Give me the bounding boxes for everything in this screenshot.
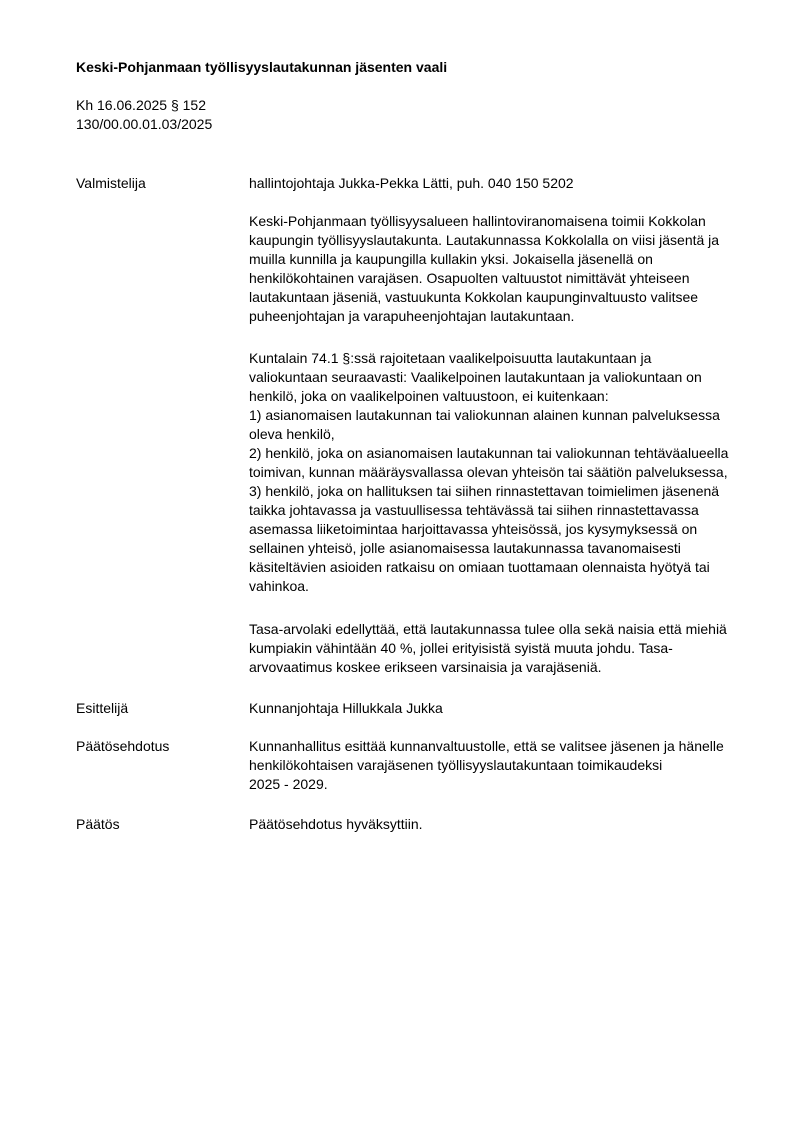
text-line: asemassa liiketoimintaa harjoittavassa yhteisössä, jos kysymyksessä on: [249, 521, 698, 537]
presenter-line: Kunnanjohtaja Hillukkala Jukka: [249, 700, 443, 716]
preparer-line: hallintojohtaja Jukka-Pekka Lätti, puh. 040 150 5202: [249, 175, 574, 191]
valmistelija-label: Valmistelija: [76, 175, 146, 191]
text-line: 3) henkilö, joka on hallituksen tai siihen rinnastettavan toimielimen jäsenenä: [249, 483, 720, 499]
record-number: 130/00.00.01.03/2025: [76, 116, 213, 132]
text-line: Keski-Pohjanmaan työllisyysalueen hallintoviranomaisena toimii Kokkolan: [249, 213, 706, 229]
text-line: taikka johtavassa ja vastuullisessa tehtävässä tai siihen rinnastettavassa: [249, 502, 699, 518]
decision-line: Päätösehdotus hyväksyttiin.: [249, 816, 423, 832]
paragraph-equality: [249, 620, 769, 677]
document-title: Keski-Pohjanmaan työllisyyslautakunnan jäsenten vaali: [76, 59, 448, 75]
text-line: lautakuntaan jäseniä, vastuukunta Kokkolan kaupunginvaltuusto valitsee: [249, 289, 699, 305]
esittelija-label: Esittelijä: [76, 700, 129, 716]
text-line: vahinkoa.: [249, 578, 309, 594]
paragraph-administration: [249, 212, 769, 326]
presenter-text: [249, 699, 769, 718]
text-line: henkilökohtainen varajäsen. Osapuolten valtuustot nimittävät yhteiseen: [249, 270, 690, 286]
text-line: henkilökohtaisen varajäsenen työllisyyslautakuntaan toimikaudeksi: [249, 757, 663, 773]
text-line: sellainen yhteisö, jolle asianomaisessa lautakunnassa tavanomaisesti: [249, 540, 681, 556]
paatos-label: Päätös: [76, 816, 120, 832]
paragraph-eligibility: [249, 349, 769, 596]
proposal-text: [249, 737, 769, 794]
preparer-text: [249, 174, 769, 193]
text-line: henkilö, joka on vaalikelpoinen valtuustoon, ei kuitenkaan:: [249, 388, 609, 404]
text-line: Kunnanhallitus esittää kunnanvaltuustolle, että se valitsee jäsenen ja hänelle: [249, 738, 724, 754]
text-line: puheenjohtajan ja varapuheenjohtajan lautakuntaan.: [249, 308, 575, 324]
text-line: valiokuntaan seuraavasti: Vaalikelpoinen lautakuntaan ja valiokuntaan on: [249, 369, 702, 385]
text-line: Kuntalain 74.1 §:ssä rajoitetaan vaalikelpoisuutta lautakuntaan ja: [249, 350, 652, 366]
meeting-reference: Kh 16.06.2025 § 152: [76, 97, 207, 113]
text-line: arvovaatimus koskee erikseen varsinaisia ja varajäseniä.: [249, 659, 602, 675]
text-line: kumpiakin vähintään 40 %, jollei erityisistä syistä muuta johdu. Tasa-: [249, 640, 673, 656]
text-line: käsiteltävien asioiden ratkaisu on omiaan tuottamaan olennaista hyötyä tai: [249, 559, 710, 575]
text-line: 1) asianomaisen lautakunnan tai valiokunnan alainen kunnan palveluksessa: [249, 407, 720, 423]
text-line: toimivan, kunnan määräysvallassa olevan yhteisön tai säätiön palveluksessa,: [249, 464, 728, 480]
text-line: Tasa-arvolaki edellyttää, että lautakunnassa tulee olla sekä naisia että miehiä: [249, 621, 727, 637]
text-line: kaupungin työllisyyslautakunta. Lautakunnassa Kokkolalla on viisi jäsentä ja: [249, 232, 720, 248]
text-line: oleva henkilö,: [249, 426, 335, 442]
decision-text: [249, 815, 769, 834]
text-line: muilla kunnilla ja kaupungilla kullakin yksi. Jokaisella jäsenellä on: [249, 251, 653, 267]
text-line: 2025 - 2029.: [249, 776, 328, 792]
paatosehdotus-label: Päätösehdotus: [76, 738, 170, 754]
text-line: 2) henkilö, joka on asianomaisen lautakunnan tai valiokunnan tehtäväalueella: [249, 445, 729, 461]
